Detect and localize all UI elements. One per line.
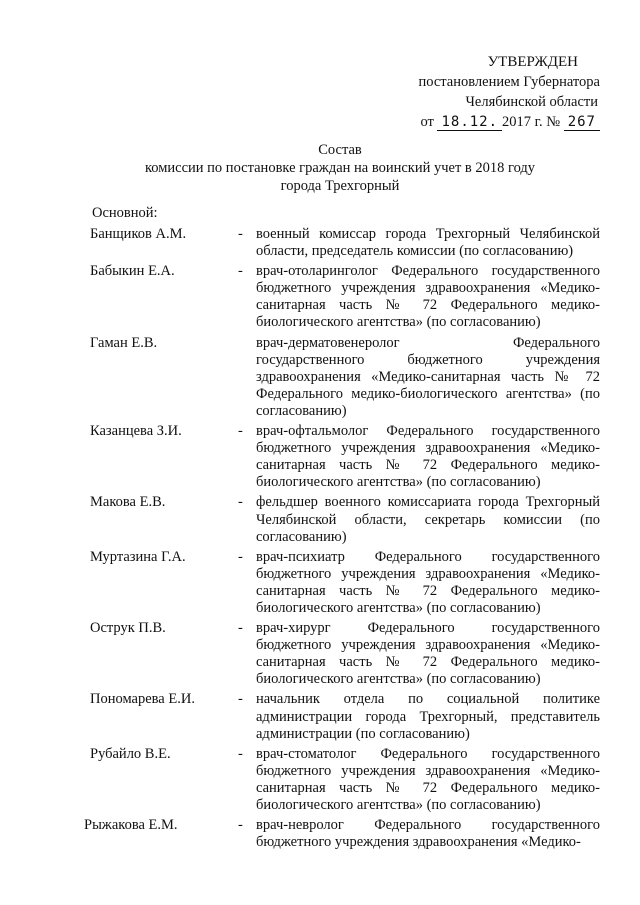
member-name: Банщиков А.М. — [90, 226, 187, 242]
members-list — [0, 226, 640, 851]
member-row — [0, 335, 640, 420]
member-row — [0, 423, 640, 491]
approval-number: 267 — [564, 114, 600, 131]
member-role: начальник отдела по социальной политике администрации города Трехгорный, представитель администрации (по согласованию) — [256, 691, 600, 742]
member-name: Казанцева З.И. — [90, 423, 182, 440]
member-row — [0, 746, 640, 814]
approval-block — [418, 52, 600, 132]
member-role: врач-невролог Федерального государственного бюджетного учреждения здравоохранения «Медико- — [256, 817, 600, 851]
member-role: военный комиссар города Трехгорный Челябинской области, председатель комиссии (по согласованию) — [256, 226, 600, 260]
member-role: врач-хирург Федерального государственного бюджетного учреждения здравоохранения «Медико-санитарная часть № 72 Федерального медико-биологического агентства» (по согласованию) — [256, 620, 600, 688]
member-name: Макова Е.В. — [90, 494, 166, 511]
approval-date-prefix: от — [420, 114, 434, 130]
member-dash: - — [238, 691, 243, 708]
member-role: врач-офтальмолог Федерального государственного бюджетного учреждения здравоохранения «Медико-санитарная часть № 72 Федерального медико-биологического агентства» (по согласованию) — [256, 423, 600, 491]
member-dash: - — [238, 226, 243, 242]
member-dash: - — [238, 745, 243, 762]
title-line-2: комиссии по постановке граждан на воинский учет в 2018 году — [144, 160, 536, 176]
member-name: Острук П.В. — [90, 620, 166, 637]
section-label: Основной: — [92, 205, 158, 221]
member-name: Рубайло В.Е. — [90, 745, 171, 762]
member-dash: - — [238, 620, 243, 637]
title-line-3: города Трехгорный — [280, 178, 400, 194]
member-dash — [238, 335, 243, 352]
title-line-1: Состав — [318, 142, 362, 158]
member-row — [0, 549, 640, 617]
approval-line-region: Челябинской области — [465, 94, 598, 110]
approval-date-value: 18.12. — [437, 114, 502, 131]
approval-year-text: 2017 г. № — [502, 114, 561, 130]
member-row — [0, 817, 640, 851]
member-name: Пономарева Е.И. — [90, 691, 195, 708]
member-name: Бабыкин Е.А. — [90, 263, 175, 280]
member-row — [0, 620, 640, 688]
member-row — [0, 226, 640, 260]
member-row — [0, 691, 640, 742]
member-dash: - — [238, 423, 243, 440]
member-dash: - — [238, 263, 243, 280]
member-dash: - — [238, 817, 243, 834]
approval-line-decree: постановлением Губернатора — [418, 74, 600, 90]
member-name: Муртазина Г.А. — [90, 548, 186, 565]
member-role: врач-стоматолог Федерального государственного бюджетного учреждения здравоохранения «Медико-санитарная часть № 72 Федерального медико-биологического агентства» (по согласованию) — [256, 745, 600, 813]
member-role: врач-дерматовенеролог Федерального государственного бюджетного учреждения здравоохранения «Медико-санитарная часть № 72 Федерального медико-биологического агентства» (по согласованию) — [256, 334, 600, 419]
approval-heading: УТВЕРЖДЕН — [487, 54, 578, 70]
member-role: врач-отоларинголог Федерального государственного бюджетного учреждения здравоохранения «Медико-санитарная часть № 72 Федерального медико-биологического агентства» (по согласованию) — [256, 263, 600, 331]
member-role: фельдшер военного комиссариата города Трехгорный Челябинской области, секретарь комиссии (по согласованию) — [256, 494, 600, 545]
member-row — [0, 263, 640, 331]
member-dash: - — [238, 548, 243, 565]
member-role: врач-психиатр Федерального государственного бюджетного учреждения здравоохранения «Медико-санитарная часть № 72 Федерального медико-биологического агентства» (по согласованию) — [256, 548, 600, 616]
approval-date-line — [418, 112, 600, 132]
member-name: Рыжакова Е.М. — [84, 817, 178, 834]
document-title — [0, 141, 640, 195]
member-name: Гаман Е.В. — [90, 334, 158, 351]
member-row — [0, 494, 640, 545]
member-dash: - — [238, 494, 243, 511]
